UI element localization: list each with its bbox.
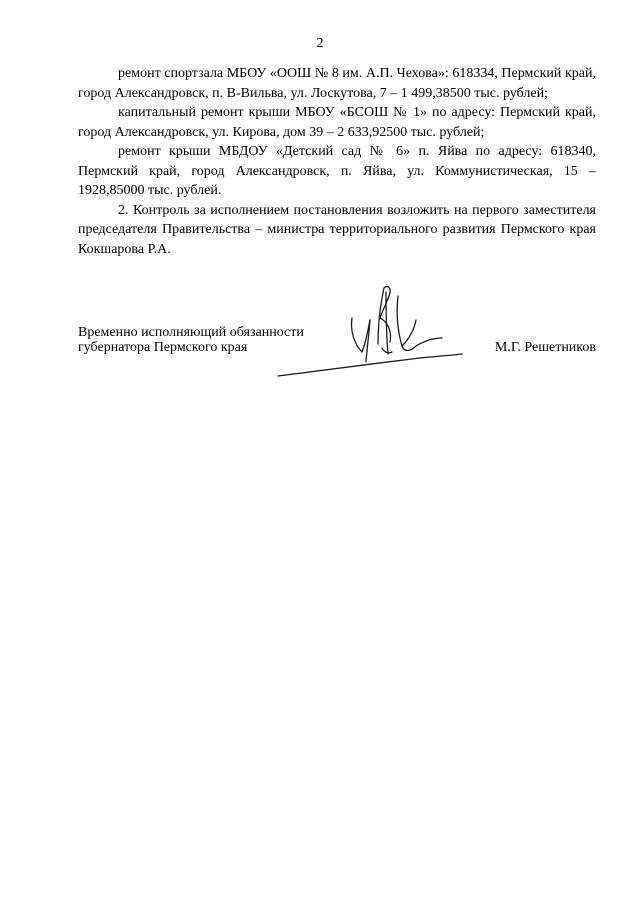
signer-name: М.Г. Решетников <box>494 340 596 355</box>
paragraph-control-clause: 2. Контроль за исполнением постановления возложить на первого заместителя председателя Правительства – министра территориального развития Пермского края Кокшарова Р.А. <box>78 202 596 257</box>
signer-position-line-2: губернатора Пермского края <box>78 340 248 355</box>
paragraph-roof-repair-school: капитальный ремонт крыши МБОУ «БСОШ № 1» по адресу: Пермский край, город Александровск, ул. Кирова, дом 39 – 2 633,92500 тыс. рублей; <box>78 105 596 140</box>
paragraph-roof-repair-kindergarten: ремонт крыши МБДОУ «Детский сад № 6» п. Яйва по адресу: 618340, Пермский край, город Александровск, п. Яйва, ул. Коммунистическая, 15 – 1928,85000 тыс. рублей. <box>78 144 596 198</box>
document-body <box>78 64 596 259</box>
page-number: 2 <box>316 36 324 51</box>
signer-position-line-1: Временно исполняющий обязанности <box>78 325 304 340</box>
paragraph-gym-repair: ремонт спортзала МБОУ «ООШ № 8 им. А.П. Чехова»: 618334, Пермский край, город Александровск, п. В-Вильва, ул. Лоскутова, 7 – 1 499,38500 тыс. рублей; <box>78 66 596 101</box>
handwritten-signature <box>270 282 470 382</box>
